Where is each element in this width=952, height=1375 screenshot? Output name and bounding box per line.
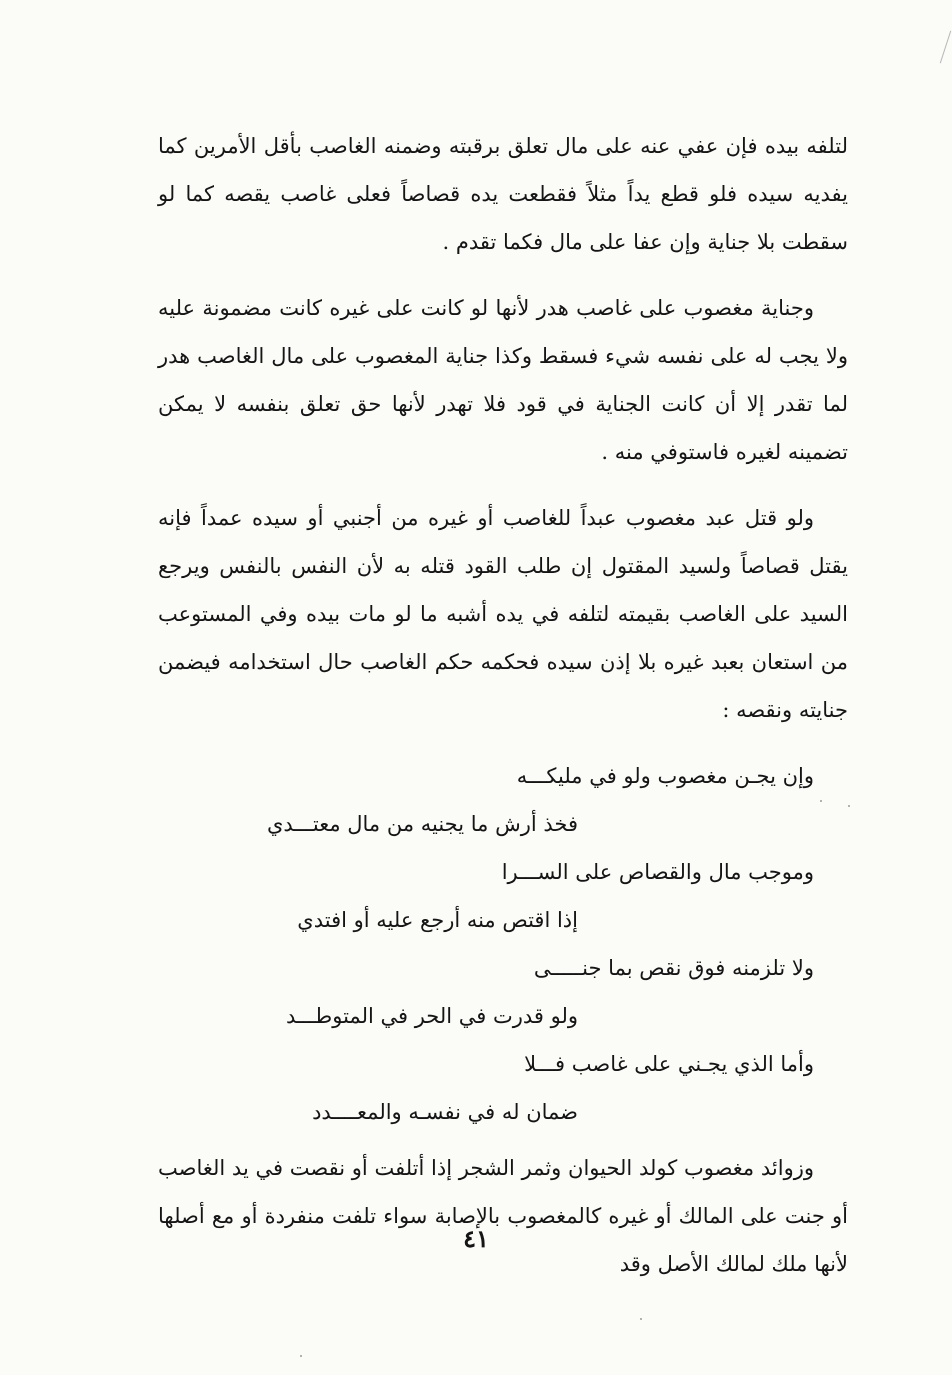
page-number: ٤١ (463, 1224, 489, 1253)
poem-verse-8: ضمان له في نفسـه والمعــــدد (312, 1100, 578, 1124)
poem-verse-1: وإن يجـن مغصوب ولو في مليكـــه (516, 764, 814, 788)
poem-block (158, 752, 848, 1136)
paper-speck (640, 1318, 642, 1320)
paper-speck (820, 800, 822, 802)
page-body (158, 122, 848, 1288)
paper-speck (848, 805, 850, 807)
paragraph-4: وزوائد مغصوب كولد الحيوان وثمر الشجر إذا أتلفت أو نقصت في يد الغاصب أو جنت على المالك أو غيره كالمغصوب بالإصابة سواء تلفت منفردة أو مع أصلها لأنها ملك لمالك الأصل وقد (158, 1156, 848, 1276)
poem-verse-3: وموجب مال والقصاص على الســـرا (501, 860, 814, 884)
poem-verse-4: إذا اقتص منه أرجع عليه أو افتدي (297, 908, 578, 932)
poem-verse-2: فخذ أرش ما يجنيه من مال معتـــدي (266, 812, 578, 836)
poem-verse-5: ولا تلزمنه فوق نقص بما جنـــــى (533, 956, 814, 980)
paper-speck (300, 1355, 302, 1357)
poem-verse-6: ولو قدرت في الحر في المتوطـــد (286, 1004, 578, 1028)
page-edge-mark (940, 31, 951, 64)
paragraph-1: لتلفه بيده فإن عفي عنه على مال تعلق برقبته وضمنه الغاصب بأقل الأمرين كما يفديه سيده فلو قطع يداً مثلاً فقطعت يده قصاصاً فعلى غاصب يقصه كما لو سقطت بلا جناية وإن عفا على مال فكما تقدم . (158, 134, 848, 254)
paragraph-3: ولو قتل عبد مغصوب عبداً للغاصب أو غيره من أجنبي أو سيده عمداً فإنه يقتل قصاصاً ولسيد المقتول إن طلب القود قتله به لأن النفس بالنفس ويرجع السيد على الغاصب بقيمته لتلفه في يده أشبه ما لو مات بيده وفي المستوعب من استعان بعبد غيره بلا إذن سيده فحكمه حكم الغاصب حال استخدامه فيضمن جنايته ونقصه : (158, 506, 848, 722)
poem-verse-7: وأما الذي يجـني على غاصب فـــلا (524, 1052, 814, 1076)
paragraph-2: وجناية مغصوب على غاصب هدر لأنها لو كانت على غيره كانت مضمونة عليه ولا يجب له على نفسه شيء فسقط وكذا جناية المغصوب على مال الغاصب هدر لما تقدر إلا أن كانت الجناية في قود فلا تهدر لأنها حق تعلق بنفسه لا يمكن تضمينه لغيره فاستوفي منه . (158, 296, 848, 464)
